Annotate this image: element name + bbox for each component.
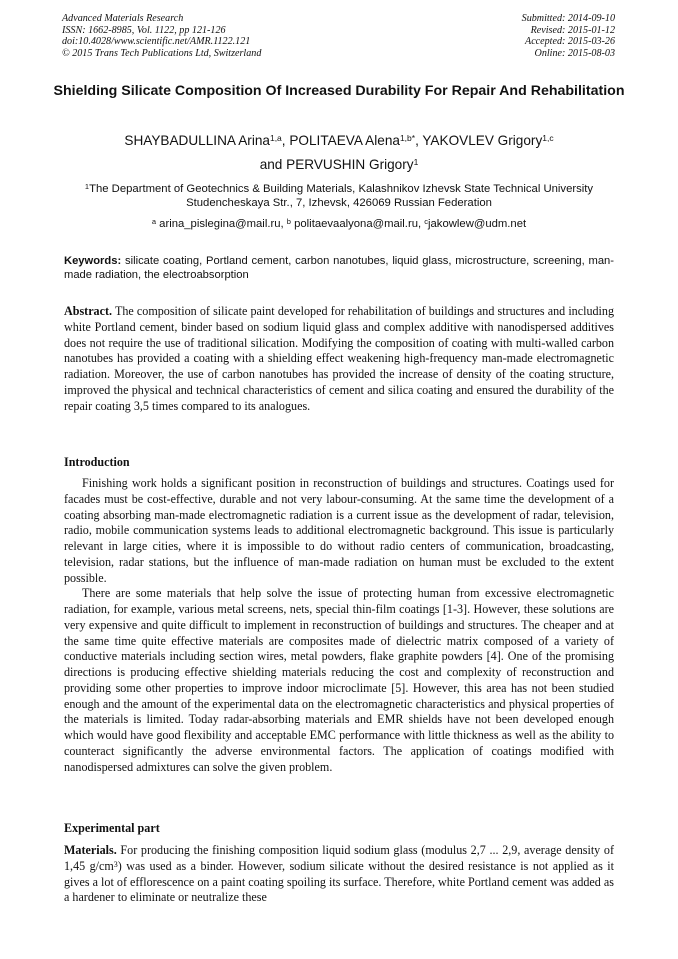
journal-info [62,13,261,59]
doi-line: doi:10.4028/www.scientific.net/AMR.1122.121 [62,36,251,48]
abstract-label: Abstract. [64,304,113,318]
revised-date: Revised: 2015-01-12 [530,24,615,36]
paper-title: Shielding Silicate Composition Of Increased Durability For Repair And Rehabilitation [53,83,625,99]
keywords-label: Keywords: [64,255,122,267]
unit-superscript: 3 [113,859,118,869]
author-affiliation-mark: 1,b* [399,133,416,143]
author-name: PERVUSHIN Grigory [286,157,414,172]
introduction-body [64,476,614,775]
email-mark: c [424,217,429,226]
affiliation [60,182,618,210]
email-mark: a [151,217,157,226]
online-date: Online: 2015-08-03 [534,47,615,59]
materials-label: Materials. [64,843,117,857]
experimental-body [64,843,614,906]
keywords [64,255,614,282]
experimental-heading: Experimental part [64,821,160,835]
affiliation-mark: 1 [84,182,90,191]
author-affiliation-mark: 1,a [269,133,282,143]
authors-conjunction: and [259,157,283,172]
email-link[interactable]: arina_pislegina@mail.ru, [159,218,284,230]
author-list: SHAYBADULLINA Arina$^{1,a}$, POLITAEVA Alena$^{1,b*}$, YAKOVLEV Grigory$^{1,c}$ and PERVUSHIN Grigory$^1$ [124,133,554,172]
materials-text: For producing the finishing composition liquid sodium glass (modulus 2,7 ... 2,9, average density of 1,45 g/cm [64,843,614,873]
paragraph: Finishing work holds a significant position in reconstruction of buildings and structures. Coatings used for facades must be cost-effective, durable and not very labour-consuming. At the same time the development of a coating absorbing man-made electromagnetic radiation is a current issue as the development of radar, television, radio, mobile communication systems leads to additional electromagnetic background. This issue is particularly relevant in large cities, where it is impossible to do without radio centers of communication, broadcasting, television, radar stations, but the influence of man-made radiation on human must be excluded to the extent possible. [64,476,614,585]
keywords-text: silicate coating, Portland cement, carbon nanotubes, liquid glass, microstructure, screening, man-made radiation, the electroabsorption [64,255,615,281]
introduction-heading: Introduction [64,455,130,469]
publication-dates [522,13,615,59]
abstract [64,304,614,414]
author-name: YAKOVLEV Grigory [422,133,543,148]
email-link[interactable]: jakowlew@udm.net [428,218,527,230]
affiliation-text: The Department of Geotechnics & Building Materials, Kalashnikov Izhevsk State Technical University Studencheskaya Str., 7, Izhevsk, 426069 Russian Federation [89,183,594,209]
materials-text-continued: ) was used as a binder. However, sodium silicate without the desired resistance is not applied as it gives a lot of efflorescence on a paint coating spoiling its surface. Therefore, white Portland cement was added as a hardener to eliminate or neutralize these [64,858,614,905]
author-affiliation-mark: 1,c [542,133,554,143]
paragraph: There are some materials that help solve the issue of protecting human from excessive electromagnetic radiation, for example, various metal screens, nets, special thin-film coatings [1-3]. However, these solutions are very expensive and quite difficult to implement in reconstruction of buildings and structures. The cheaper and at the same time quite effective materials are composites made of dielectric matrix composed of a variety of conductive materials including section wires, metal powders, flake graphite powders [4]. One of the promising directions is producing effective shielding materials reducing the cost and complexity of reconstruction and providing some other properties to improve indoor microclimate [5]. However, this area has not been studied enough and the amount of the experimental data on the electromagnetic characteristics and physical properties of the materials is limited. Today radar-absorbing materials and EMR shields have not been developed enough which would have good flexibility and acceptable EMC performance with little thickness as well as the ability to counteract significantly the adverse environmental factors. The application of coatings modified with nanodispersed admixtures can solve the given problem. [64,586,614,774]
email-mark: b [286,217,291,226]
author-name: POLITAEVA Alena [289,133,400,148]
author-emails [40,217,638,231]
abstract-text: The composition of silicate paint developed for rehabilitation of buildings and structures and including white Portland cement, binder based on sodium liquid glass and complex additive with nanodispersed additives does not require the use of traditional silication. Modifying the composition of coating with multi-walled carbon nanotubes has provided a coating with a shielding effect weakening high-frequency man-made electromagnetic radiation. Moreover, the use of carbon nanotubes has provided the increase of density of the coating structure, improved the physical and technical characteristics of cement and silica coating and ensured the durability of the repair coating 3,5 times compared to its analogues. [64,304,614,413]
journal-name: Advanced Materials Research [62,13,184,24]
submitted-date: Submitted: 2014-09-10 [521,13,615,24]
author-affiliation-mark: 1 [413,157,419,167]
author-name: SHAYBADULLINA Arina [124,133,270,148]
issn-line: ISSN: 1662-8985, Vol. 1122, pp 121-126 [62,24,226,36]
copyright-line: © 2015 Trans Tech Publications Ltd, Switzerland [62,47,262,59]
accepted-date: Accepted: 2015-03-26 [525,36,615,48]
email-link[interactable]: politaevaalyona@mail.ru, [294,218,422,230]
